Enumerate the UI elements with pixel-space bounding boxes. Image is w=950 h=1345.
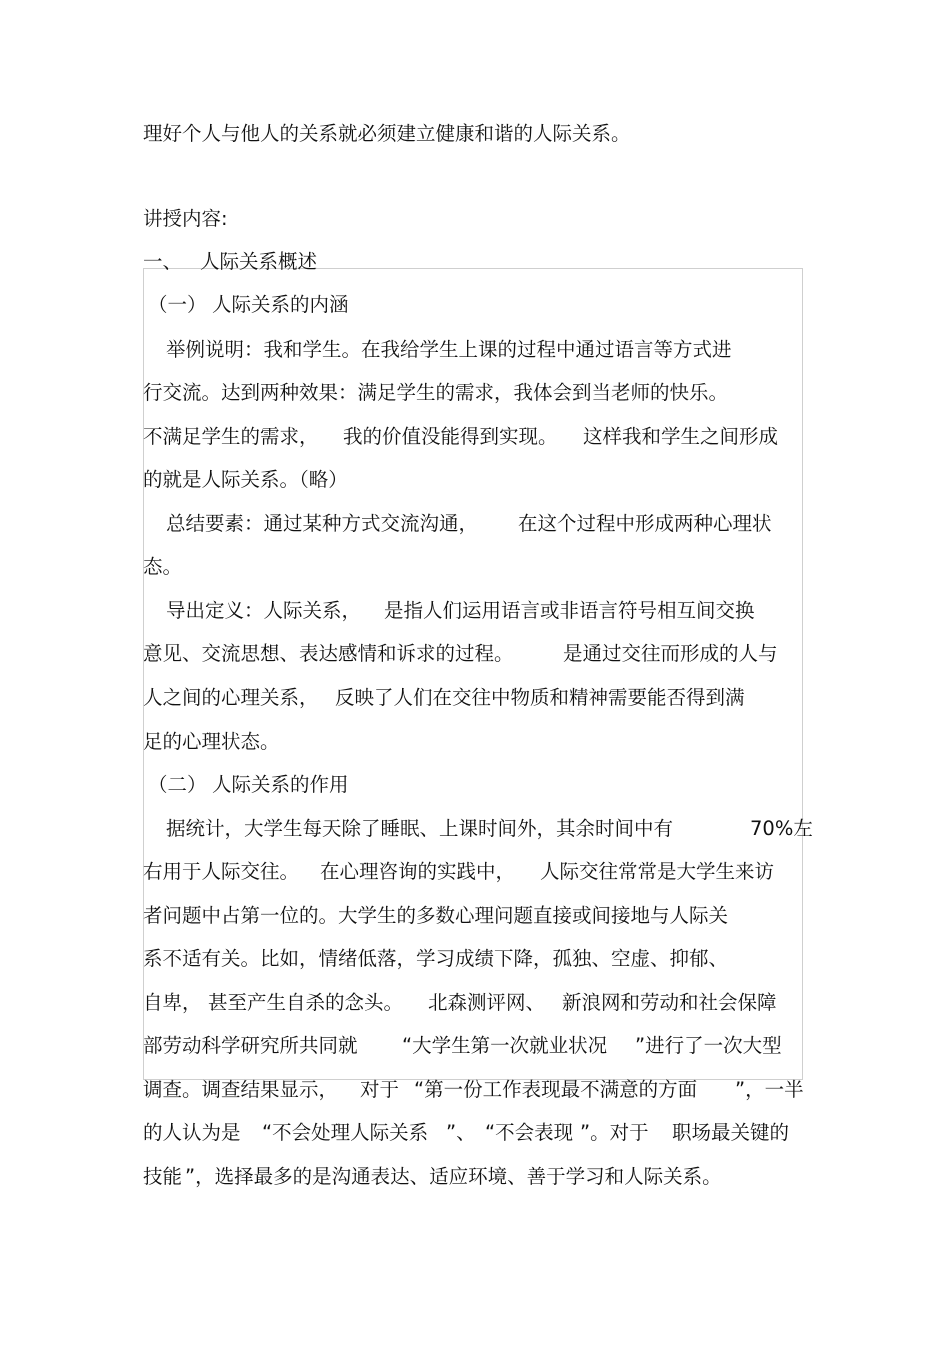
heading-text: 人际关系概述 <box>200 250 318 273</box>
text-segment: “第一份工作表现最不满意的方面 <box>414 1078 698 1101</box>
text-segment: 调查。调查结果显示， <box>143 1078 339 1101</box>
text-segment: 职场最关键的 <box>672 1121 790 1144</box>
text-segment: 系不适有关。比如，情绪低落，学习成绩下降，孤独、空虚、抑郁、 <box>143 947 729 970</box>
text-segment: 北森测评网、 <box>428 991 546 1014</box>
text-segment: “不会处理人际关系 <box>262 1121 429 1144</box>
text-segment: 举例说明：我和学生。在我给学生上课的过程中通过语言等方式进 <box>166 338 732 361</box>
text-segment: 据统计，大学生每天除了睡眠、上课时间外，其余时间中有 <box>166 817 674 840</box>
text-segment: 行交流。达到两种效果：满足学生的需求，我体会到当老师的快乐。 <box>143 381 729 404</box>
text-segment: 意见、交流思想、表达感情和诉求的过程。 <box>143 642 514 665</box>
text-segment: 导出定义：人际关系， <box>166 599 362 622</box>
heading-number: （一） <box>148 293 207 316</box>
text-segment: 讲授内容: <box>143 207 228 230</box>
heading-text: 人际关系的作用 <box>212 773 349 796</box>
text-segment: ”，一半 <box>735 1078 804 1101</box>
text-segment: 部劳动科学研究所共同就 <box>143 1034 358 1057</box>
text-segment: ”，选择最多的是沟通表达、适应环境、善于学习和人际关系。 <box>185 1165 722 1188</box>
text-segment: 技能 <box>143 1165 183 1188</box>
text-segment: “不会表现 <box>485 1121 574 1144</box>
heading-number: 一、 <box>143 250 183 273</box>
text-segment: 人之间的心理关系， <box>143 686 319 709</box>
text-segment: 反映了人们在交往中物质和精神需要能否得到满 <box>335 686 745 709</box>
text-segment: 的就是人际关系。（略） <box>143 468 348 491</box>
text-segment: 这样我和学生之间形成 <box>583 425 779 448</box>
text-segment: 是指人们运用语言或非语言符号相互间交换 <box>384 599 755 622</box>
text-segment: ”、 <box>446 1121 476 1144</box>
text-segment: ”。对于 <box>580 1121 649 1144</box>
text-segment: 右用于人际交往。 <box>143 860 300 883</box>
text-segment: 人际交往常常是大学生来访 <box>540 860 775 883</box>
text-segment: 是通过交往而形成的人与 <box>563 642 778 665</box>
text-segment: 的人认为是 <box>143 1121 241 1144</box>
text-segment: 对于 <box>360 1078 400 1101</box>
text-segment: “大学生第一次就业状况 <box>402 1034 608 1057</box>
text-segment: 足的心理状态。 <box>143 730 280 753</box>
text-segment: 我的价值没能得到实现。 <box>343 425 558 448</box>
text-segment: 不满足学生的需求， <box>143 425 319 448</box>
text-segment: 态。 <box>143 555 183 578</box>
text-segment: 者问题中占第一位的。大学生的多数心理问题直接或间接地与人际关 <box>143 904 729 927</box>
text-segment: 自卑， <box>143 991 202 1014</box>
heading-text: 人际关系的内涵 <box>212 293 349 316</box>
text-segment: ”进行了一次大型 <box>635 1034 782 1057</box>
text-segment: 理好个人与他人的关系就必须建立健康和谐的人际关系。 <box>143 122 631 145</box>
text-segment: 在心理咨询的实践中， <box>320 860 516 883</box>
text-segment: 总结要素：通过某种方式交流沟通， <box>166 512 479 535</box>
text-segment: 新浪网和劳动和社会保障 <box>562 991 777 1014</box>
text-segment: 70%左 <box>750 817 813 840</box>
text-segment: 甚至产生自杀的念头。 <box>208 991 404 1014</box>
heading-number: （二） <box>148 773 207 796</box>
text-segment: 在这个过程中形成两种心理状 <box>518 512 772 535</box>
